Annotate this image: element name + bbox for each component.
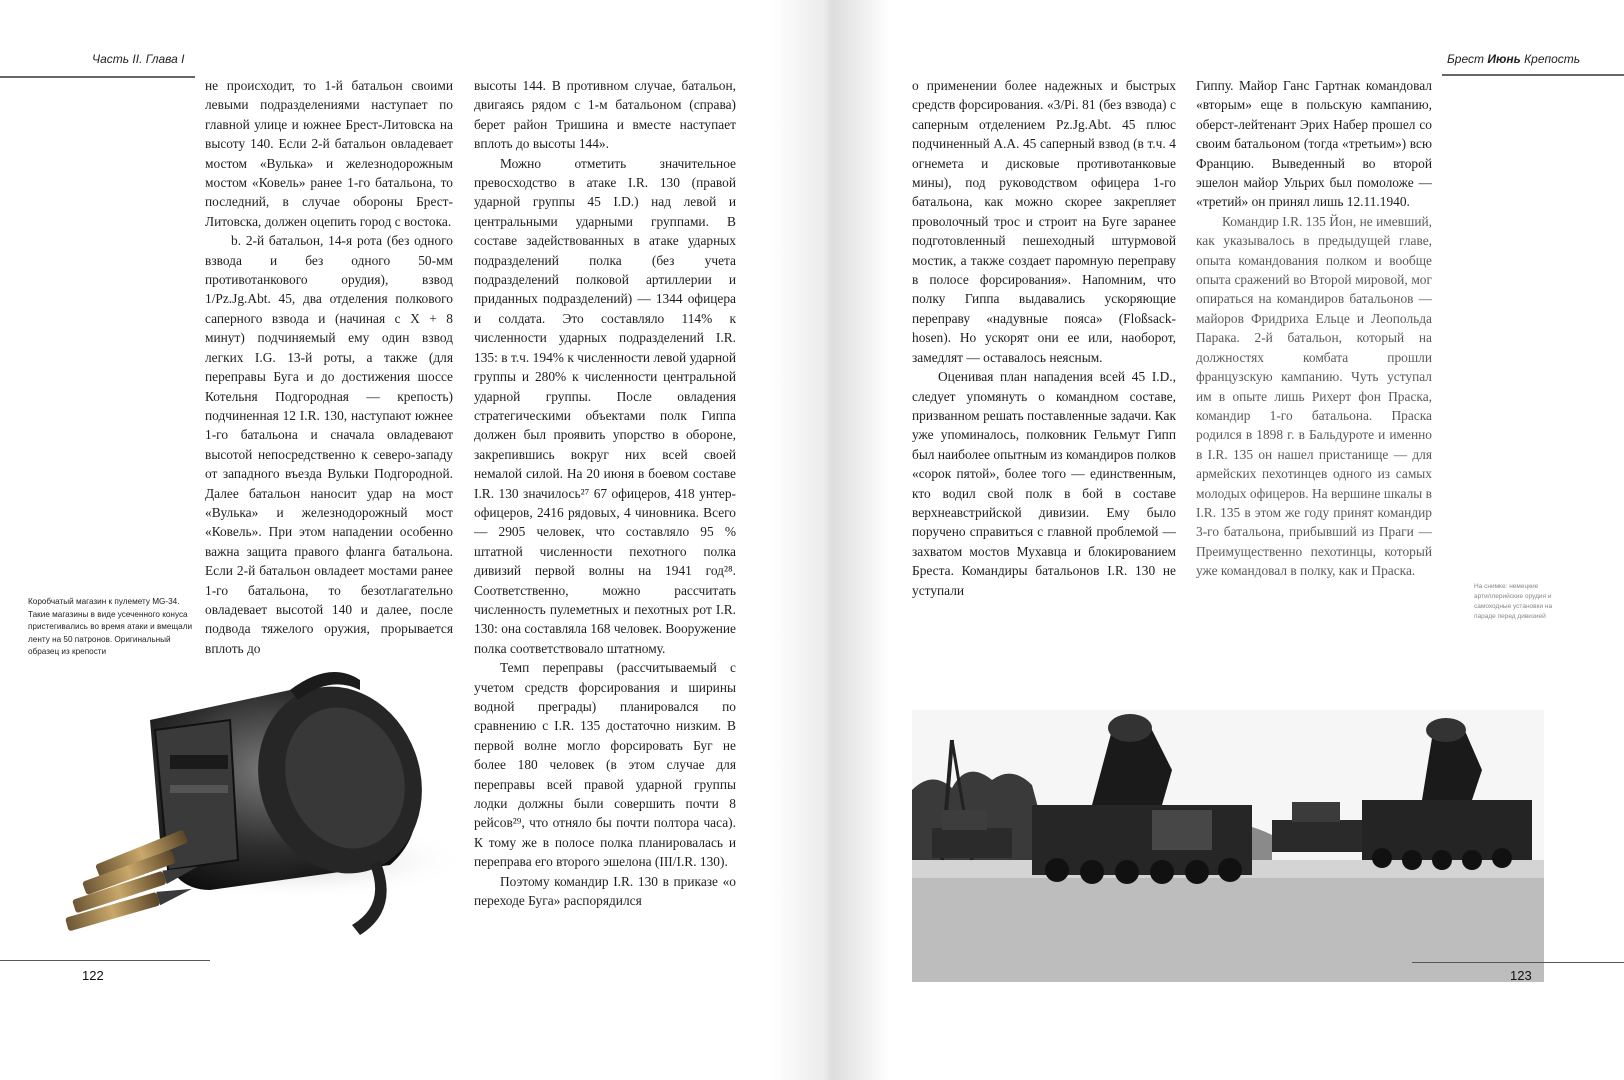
footer-rule-right: [1412, 962, 1624, 963]
paragraph: Командир I.R. 135 Йон, не имевший, как указывалось в предыдущей главе, опыта командования полком и вообще опыта сражений во Второй мировой, мог опираться на командиров батальонов — майоров Фридриха Ельце и Леопольда Парака. 2-й батальон, который на должностях комбата прошли французскую кампанию. Чуть уступал им в опыте лишь Рихерт фон Праска, командир 1-го батальона. Праска родился в 1898 г. в Бальдуроте и именно в I.R. 135 он нашел пристанище — для армейских пехотинцев одного из самых молодых офицеров. На вершине шкалы в I.R. 135 в этом же году принят командир 3-го батальона, прибывший из Праги — Преимущественно пехотинцы, который уже командовал в полку, как и Праска.: [1196, 213, 1432, 579]
text-column-3: [912, 76, 1176, 674]
paragraph: Гиппу. Майор Ганс Гартнак командовал «вторым» еще в польскую кампанию, оберст-лейтенант Эрих Набер прошел со своим батальоном (тогда «третьим») всю Францию. Выведенный во второй эшелон майор Ульрих был помоложе — «третий» он принял лишь 12.11.1940.: [1196, 78, 1432, 210]
page-number-right: 123: [1510, 968, 1532, 983]
artillery-vehicles-photo: [912, 710, 1544, 982]
paragraph: Поэтому командир I.R. 130 в приказе «о переходе Буга» распорядился: [474, 873, 736, 909]
text-column-2: [474, 76, 736, 988]
paragraph: не происходит, то 1-й батальон своими левыми подразделениями наступает по главной улице и южнее Брест-Литовска на высоту 140. Если 2-й батальон овладевает мостом «Вулька» и железнодорожным мостом «Ковель» ранее 1-го батальона, то последний, в случае обороны Брест-Литовска, должен оцепить город с востока.: [205, 78, 453, 229]
photo-caption-left: Коробчатый магазин к пулемету МG-34. Такие магазины в виде усеченного конуса пристегивались во время атаки и вмещали ленту на 50 патронов. Оригинальный образец из крепости: [28, 597, 193, 657]
header-rule-left: [0, 76, 195, 78]
paragraph: Оценивая план нападения всей 45 I.D., следует упомянуть о командном составе, призванном решать поставленные задачи. Как уже упоминалось, полковник Гельмут Гипп был наиболее опытным из командиров полков «сорок пятой», более того — единственным, кто водил свой полк в бой в составе верхнеавстрийской дивизии. Ему было поручено справиться с главной проблемой — захватом мостов Мухавца и блокированием Бреста. Командиры батальонов I.R. 130 не уступали: [912, 369, 1176, 598]
text-column-1: [205, 76, 453, 676]
paragraph: о применении более надежных и быстрых средств форсирования. «3/Pi. 81 (без взвода) с саперным отделением Pz.Jg.Abt. 45 плюс подчиненный A.A. 45 саперный взвод (в т.ч. 4 огнемета и дисковые противотанковые мины), под руководством офицера 1-го батальона, как можно скорее закрепляет проволочный трос и строит на Буге заранее подготовленный пешеходный штурмовой мостик, а также создает паромную переправу в полосе форсирования». Напомним, что полку Гиппа выдавались ускоряющие переправу «надувные пояса» (Floßsack-hosen). Но ускорят они ее или, наоборот, замедлят — оставалось неясным.: [912, 78, 1176, 365]
paragraph: Можно отметить значительное превосходство в атаке I.R. 130 (правой ударной группы 45 I.D.) над левой и центральными ударными группами. В составе задействованных в атаке ударных подразделений полка (без учета подразделений полковой артиллерии и приданных подразделений) — 1344 офицера и солдата. Это составляло 114% к численности ударных подразделений I.R. 135: в т.ч. 194% к численности левой ударной группы и 280% к численности центральной ударной группы. После овладения стратегическими объектами полк Гиппа должен был проявить упорство в обороне, закрепившись вокруг них всей своей немалой силой. На 20 июня в боевом составе I.R. 130 значилось²⁷ 67 офицеров, 418 унтер-офицеров, 2416 рядовых, 4 чиновника. Всего — 2905 человек, что составляло 95 % штатной численности пехотного полка дивизий первой волны на 1941 год²⁸. Соответственно, можно рассчитать численность пулеметных и пехотных рот I.R. 130: она составляла 168 человек. Вооружение полка соответствовало штатному.: [474, 155, 736, 656]
header-rule-right: [1442, 74, 1624, 76]
paragraph: Темп переправы (рассчитываемый с учетом средств форсирования и ширины водной преграды) планировался по сравнению с I.R. 135 достаточно низким. В первой волне могло форсировать Буг не более 180 человек (в этом случае для переправы всей правой ударной группы лодки должны были совершить почти 8 рейсов²⁹, что отняло бы почти полтора часа). К тому же в полосе полка планировалась и переправа его второго эшелона (III/I.R. 130).: [474, 660, 736, 870]
page-number-left: 122: [82, 968, 104, 983]
paragraph: b. 2-й батальон, 14-я рота (без одного взвода и без одного 50-мм противотанкового орудия), взвод 1/Pz.Jg.Abt. 45, два отделения полкового саперного взвода и (начиная с X + 8 минут) подчиняемый ему один взвод легких I.G. 13-й роты, а также (для переправы Буга и до достижения шоссе Котельня Подгородная — крепость) подчиненная 12 I.R. 130, наступают южнее 1-го батальона и сначала овладевают высотой непосредственно к северо-западу от западного въезда Вульки Подгородной. Далее батальон наносит удар на мост «Вулька» и железнодорожный мост «Ковель». При этом нападении особенно важна защита правого фланга батальона. Если 2-й батальон овладеет мостами ранее 1-го батальона, то безотлагательно овладевает высотой 140 и далее, после подвода тяжелого оружия, прорывается вплоть до: [205, 233, 453, 656]
machine-gun-magazine-photo: [60, 660, 460, 970]
footer-rule-left: [0, 960, 210, 961]
photo-caption-right: На снимке: немецкие артиллерийские орудия и самоходные установки на параде перед дивизией: [1474, 583, 1553, 620]
text-column-4: [1196, 76, 1432, 674]
running-head-left: Часть II. Глава I: [92, 52, 185, 66]
book-gutter: [770, 0, 890, 1080]
running-head-right: Брест Июнь Крепость: [1447, 52, 1581, 66]
paragraph: высоты 144. В противном случае, батальон, двигаясь рядом с 1-м батальоном (справа) берет район Тришина и вместе наступает вплоть до высоты 144».: [474, 78, 736, 152]
